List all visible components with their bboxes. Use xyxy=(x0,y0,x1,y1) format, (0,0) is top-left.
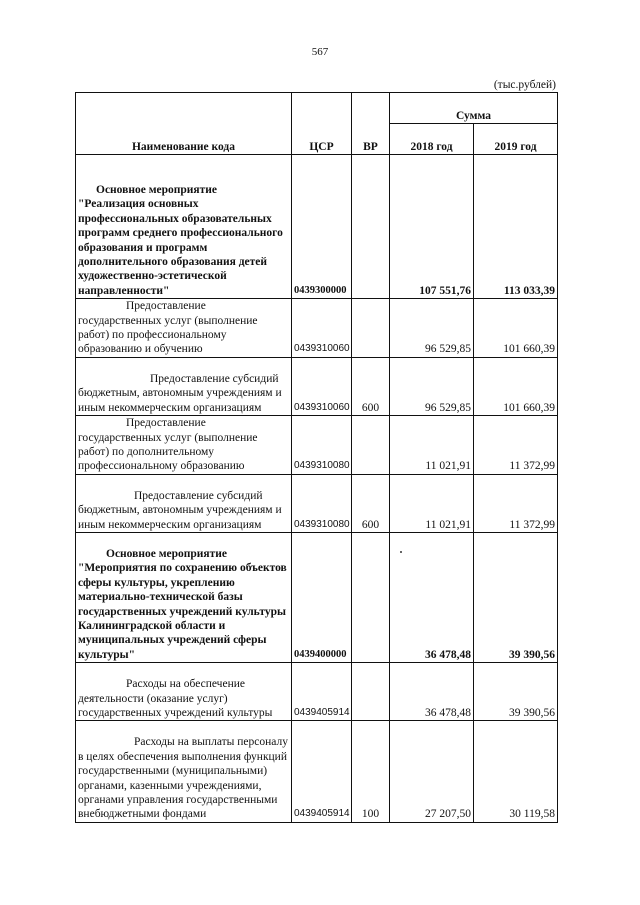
row-csr: 0439310060 xyxy=(292,357,352,415)
row-value-2019: 30 119,58 xyxy=(474,721,558,822)
row-vr xyxy=(352,416,390,475)
row-value-2019: 113 033,39 xyxy=(474,155,558,299)
table-row xyxy=(76,416,558,475)
row-name: Основное мероприятие "Мероприятия по сохранению объектов сферы культуры, укреплению материально-технической базы государственных учреждений культуры Калининградской области и муниципальных учреждений сферы культуры" xyxy=(76,532,292,662)
header-year-2019: 2019 год xyxy=(474,124,558,155)
row-name: Расходы на обеспечение деятельности (оказание услуг) государственных учреждений культуры xyxy=(76,663,292,721)
row-value-2018: 11 021,91 xyxy=(390,416,474,475)
row-vr xyxy=(352,532,390,662)
row-value-2019: 11 372,99 xyxy=(474,416,558,475)
header-year-2018: 2018 год xyxy=(390,124,474,155)
row-name: Предоставление государственных услуг (выполнение работ) по профессиональному образованию и обучению xyxy=(76,299,292,358)
row-value-2018: 36 478,48 xyxy=(390,532,474,662)
row-name: Предоставление государственных услуг (выполнение работ) по дополнительному профессиональному образованию xyxy=(76,416,292,475)
row-csr: 0439405914 xyxy=(292,721,352,822)
row-csr: 0439300000 xyxy=(292,155,352,299)
table-row xyxy=(76,155,558,299)
row-vr: 600 xyxy=(352,474,390,532)
header-name: Наименование кода xyxy=(76,93,292,155)
scan-speck xyxy=(400,551,402,553)
units-label: (тыс.рублей) xyxy=(493,79,556,91)
row-value-2018: 96 529,85 xyxy=(390,357,474,415)
row-name: Расходы на выплаты персоналу в целях обеспечения выполнения функций государственными (муниципальными) органами, казенными учреждениями, органами управления государственными внебюджетными фондами xyxy=(76,721,292,822)
row-value-2019: 11 372,99 xyxy=(474,474,558,532)
row-vr xyxy=(352,299,390,358)
header-csr: ЦСР xyxy=(292,93,352,155)
row-csr: 0439310080 xyxy=(292,416,352,475)
row-vr xyxy=(352,663,390,721)
row-vr: 100 xyxy=(352,721,390,822)
row-name: Предоставление субсидий бюджетным, автономным учреждениям и иным некоммерческим организациям xyxy=(76,474,292,532)
table-row xyxy=(76,357,558,415)
page-number: 567 xyxy=(311,46,329,58)
row-csr: 0439310060 xyxy=(292,299,352,358)
row-vr xyxy=(352,155,390,299)
row-value-2019: 101 660,39 xyxy=(474,357,558,415)
table-row xyxy=(76,474,558,532)
row-name: Предоставление субсидий бюджетным, автономным учреждениям и иным некоммерческим организациям xyxy=(76,357,292,415)
row-vr: 600 xyxy=(352,357,390,415)
row-name: Основное мероприятие "Реализация основных профессиональных образовательных программ среднего профессионального образования и программ дополнительного образования детей художественно-эстетической направленности" xyxy=(76,155,292,299)
row-csr: 0439400000 xyxy=(292,532,352,662)
row-value-2018: 96 529,85 xyxy=(390,299,474,358)
table-row xyxy=(76,721,558,822)
row-value-2019: 101 660,39 xyxy=(474,299,558,358)
header-sum: Сумма xyxy=(390,93,558,124)
row-value-2018: 27 207,50 xyxy=(390,721,474,822)
row-csr: 0439405914 xyxy=(292,663,352,721)
row-value-2018: 107 551,76 xyxy=(390,155,474,299)
row-value-2018: 36 478,48 xyxy=(390,663,474,721)
budget-table xyxy=(75,92,558,823)
row-csr: 0439310080 xyxy=(292,474,352,532)
row-value-2018: 11 021,91 xyxy=(390,474,474,532)
row-value-2019: 39 390,56 xyxy=(474,532,558,662)
table-row xyxy=(76,299,558,358)
table-row xyxy=(76,532,558,662)
table-row xyxy=(76,663,558,721)
row-value-2019: 39 390,56 xyxy=(474,663,558,721)
header-vr: ВР xyxy=(352,93,390,155)
